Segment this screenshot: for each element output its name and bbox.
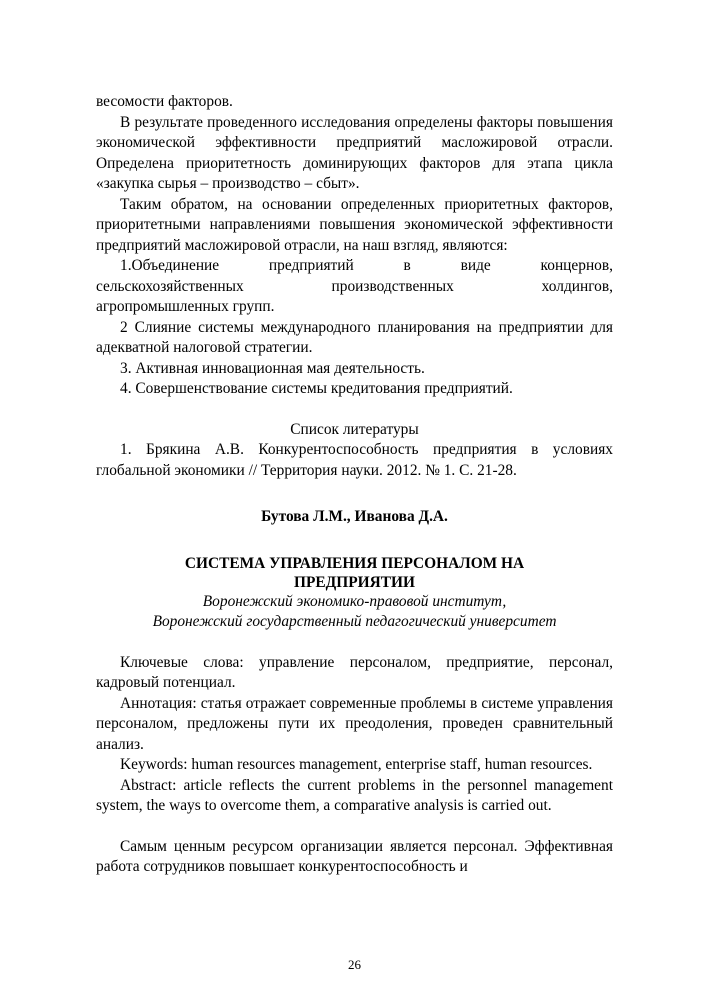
references-heading: Список литературы: [290, 420, 419, 438]
list-item-1-line-2: сельскохозяйственных производственных холдингов,: [96, 277, 613, 295]
document-page: [96, 92, 613, 878]
abstract-en: Abstract: article reflects the current problems in the personnel management system, the ways to overcome them, a comparative analysis is carried out.: [96, 776, 613, 814]
annotation-ru: Аннотация: статья отражает современные проблемы в системе управления персоналом, предложены пути их преодоления, проведен сравнительный анализ.: [96, 694, 613, 753]
paragraph-research-results: В результате проведенного исследования определены факторы повышения экономической эффективности предприятий масложировой отрасли. Определена приоритетность доминирующих факторов для этапа цикла «закупка сырья – производство – сбыт».: [96, 113, 613, 192]
article-authors: Бутова Л.М., Иванова Д.А.: [261, 508, 448, 525]
affiliation-2: Воронежский государственный педагогический университет: [152, 613, 557, 630]
page-number: 26: [348, 957, 361, 972]
list-item-1-line-1: 1.Объединение предприятий в виде концернов,: [120, 257, 613, 274]
list-item-4: 4. Совершенствование системы кредитования предприятий.: [120, 380, 513, 397]
paragraph-priority-directions: Таким обратом, на основании определенных приоритетных факторов, приоритетными направлениями повышения экономической эффективности предприятий масложировой отрасли, на наш взгляд, являются:: [96, 195, 613, 254]
list-item-1-line-3: агропромышленных групп.: [96, 298, 275, 315]
list-item-2: 2 Слияние системы международного планирования на предприятии для адекватной налоговой стратегии.: [96, 318, 613, 356]
affiliation-1: Воронежский экономико-правовой институт,: [202, 592, 507, 610]
keywords-en: Keywords: human resources management, enterprise staff, human resources.: [120, 756, 593, 773]
list-item-3: 3. Активная инновационная мая деятельность.: [120, 359, 425, 377]
reference-item: 1. Брякина А.В. Конкурентоспособность предприятия в условиях глобальной экономики // Территория науки. 2012. № 1. С. 21-28.: [96, 441, 613, 479]
body-paragraph-1: Самым ценным ресурсом организации является персонал. Эффективная работа сотрудников повышает конкурентоспособность и: [96, 837, 613, 875]
paragraph-continuation: весомости факторов.: [96, 93, 233, 110]
keywords-ru: Ключевые слова: управление персоналом, предприятие, персонал, кадровый потенциал.: [96, 653, 613, 691]
article-title: СИСТЕМА УПРАВЛЕНИЯ ПЕРСОНАЛОМ НА ПРЕДПРИЯТИИ: [184, 554, 525, 591]
